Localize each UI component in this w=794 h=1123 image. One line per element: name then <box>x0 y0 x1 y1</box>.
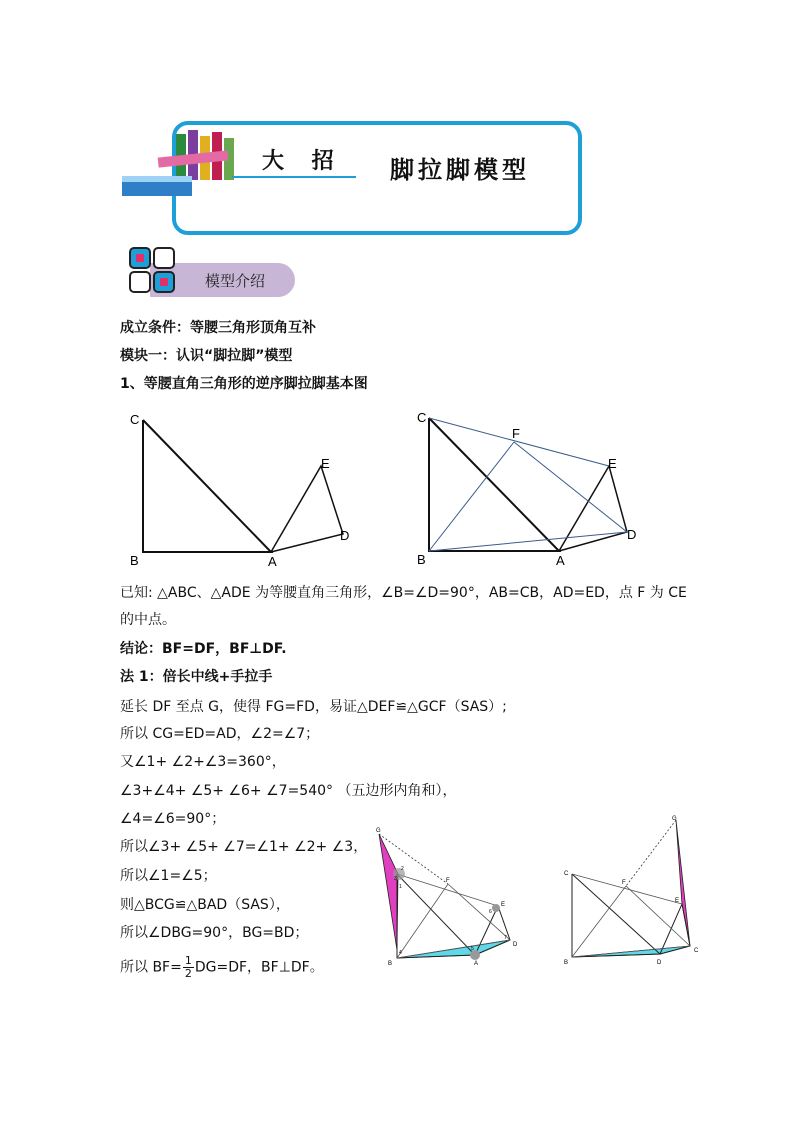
figure-with-midpoint <box>410 408 650 573</box>
fraction-denominator: 2 <box>184 967 192 980</box>
fig3-label-d: D <box>513 942 518 948</box>
proof-step-7: 所以∠1=∠5； <box>120 868 217 884</box>
proof-step-6: 所以∠3+ ∠5+ ∠7=∠1+ ∠2+ ∠3， <box>120 839 368 855</box>
fig2-label-e: E <box>608 456 617 471</box>
fig4-label-g: G <box>672 816 677 822</box>
fig2-label-a: A <box>556 553 565 568</box>
fig3-angle-1: 1 <box>399 884 402 890</box>
proof-step-2: 所以 CG=ED=AD，∠2=∠7； <box>120 726 320 742</box>
fig2-label-b: B <box>417 552 426 567</box>
grid-icon <box>128 246 178 296</box>
fig4-label-c: C <box>564 871 569 877</box>
fig2-label-f: F <box>512 426 520 441</box>
fig2-label-c: C <box>417 410 427 425</box>
fig1-label-c: C <box>130 412 140 427</box>
item-heading: 1、等腰直角三角形的逆序脚拉脚基本图 <box>120 376 368 392</box>
section-label: 模型介绍 <box>205 272 266 290</box>
proof-step-10-b: DG=DF，BF⊥DF。 <box>194 959 324 976</box>
fig3-angle-6: 6 <box>489 909 492 915</box>
proof-step-4: ∠3+∠4+ ∠5+ ∠6+ ∠7=540° （五边形内角和）， <box>120 783 457 799</box>
fig1-label-a: A <box>268 554 277 569</box>
given-line-2: 的中点。 <box>120 612 176 628</box>
fig1-label-b: B <box>130 553 139 568</box>
fig3-angle-7: 7 <box>504 935 507 941</box>
fig3-label-b: B <box>388 961 393 967</box>
figure-proof-method1 <box>370 822 530 972</box>
books-icon <box>118 126 248 206</box>
proof-step-8: 则△BCG≌△BAD（SAS）， <box>120 897 290 913</box>
banner-underline <box>232 176 356 178</box>
fig3-label-e: E <box>501 902 506 908</box>
banner-label: 大 招 <box>262 148 344 174</box>
fig3-label-f: F <box>446 878 450 884</box>
figure-basic <box>120 408 360 573</box>
fraction-half <box>183 955 194 980</box>
fig3-angle-4: 4 <box>399 950 402 956</box>
fig1-label-e: E <box>321 456 330 471</box>
module-heading: 模块一：认识“脚拉脚”模型 <box>120 348 293 364</box>
fig4-label-c2: C <box>694 948 699 954</box>
proof-step-3: 又∠1+ ∠2+∠3=360°， <box>120 754 286 770</box>
fraction-numerator: 1 <box>184 954 192 967</box>
given-line-1: 已知: △ABC、△ADE 为等腰直角三角形，∠B=∠D=90°，AB=CB，AD=ED，点 F 为 CE <box>120 585 687 601</box>
proof-step-1: 延长 DF 至点 G，使得 FG=FD，易证△DEF≌△GCF（SAS）; <box>120 699 507 715</box>
fig1-label-d: D <box>340 528 350 543</box>
fig4-label-e: E <box>675 898 680 904</box>
method-heading: 法 1：倍长中线+手拉手 <box>120 669 273 685</box>
proof-step-10 <box>120 955 324 980</box>
condition-line: 成立条件：等腰三角形顶角互补 <box>120 320 316 336</box>
fig3-label-a: A <box>474 961 479 967</box>
page-title: 脚拉脚模型 <box>390 155 530 184</box>
figure-proof-method1-variant <box>560 812 710 964</box>
proof-step-9: 所以∠DBG=90°，BG=BD； <box>120 925 309 941</box>
proof-step-5: ∠4=∠6=90°； <box>120 811 226 827</box>
fig4-label-b: B <box>564 960 569 964</box>
fig3-angle-5: 5 <box>471 946 474 952</box>
fig4-label-f: F <box>622 880 626 886</box>
conclusion-line: 结论：BF=DF，BF⊥DF. <box>120 641 287 657</box>
proof-step-10-a: 所以 BF= <box>120 959 182 976</box>
fig4-label-d: D <box>657 960 662 964</box>
fig3-label-g: G <box>376 828 381 834</box>
fig3-angle-3: 3 <box>394 876 397 882</box>
fig2-label-d: D <box>627 527 637 542</box>
fig3-angle-2: 2 <box>401 866 404 872</box>
